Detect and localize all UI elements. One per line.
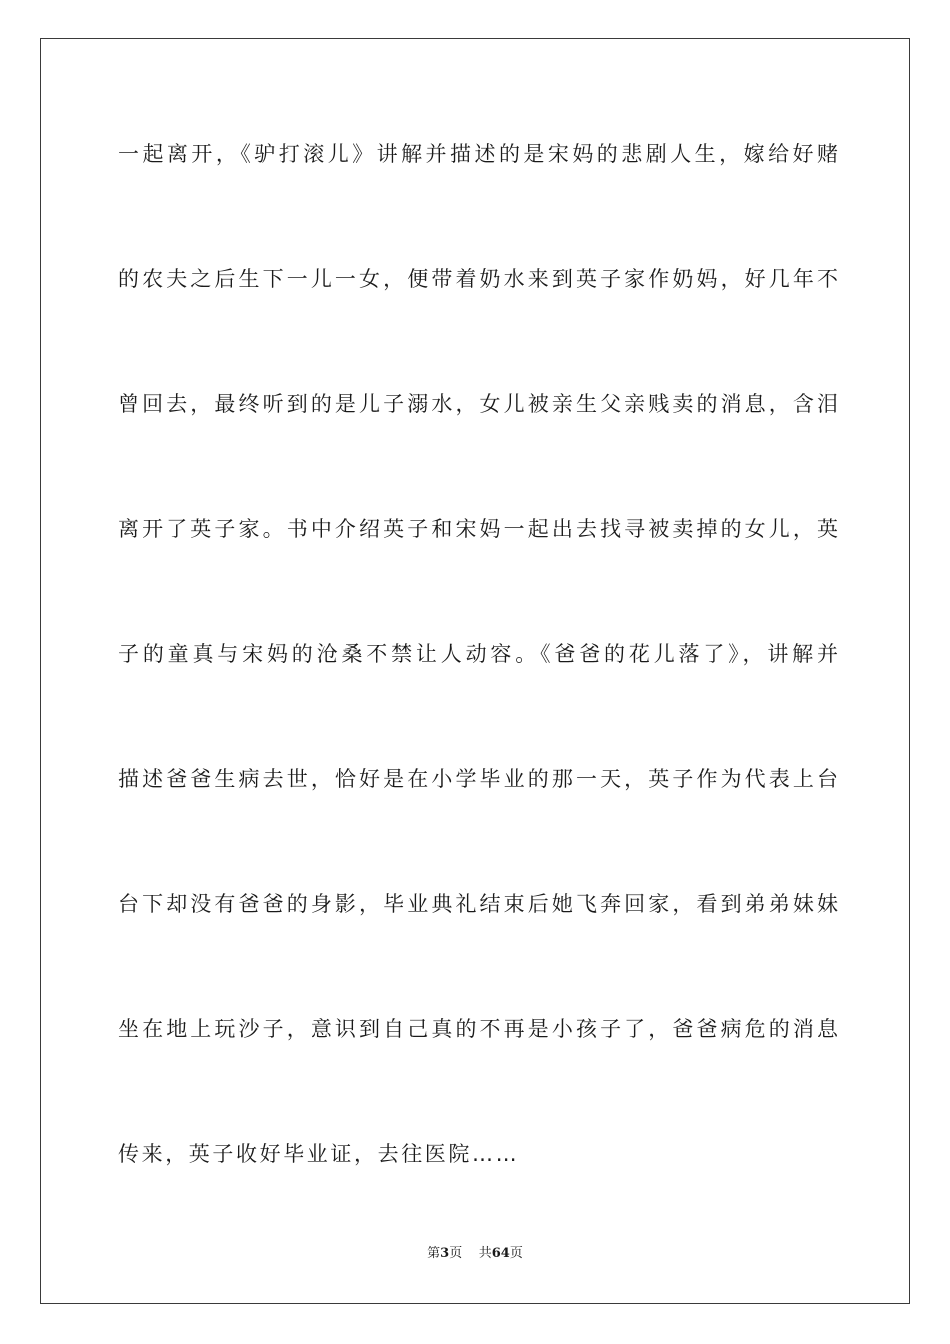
page-footer [41, 1246, 909, 1262]
body-line-7: 台下却没有爸爸的身影，毕业典礼结束后她飞奔回家，看到弟弟妹妹 [118, 892, 838, 916]
footer-page-number: 3 [440, 1246, 450, 1261]
body-line-2: 的农夫之后生下一儿一女，便带着奶水来到英子家作奶妈，好几年不 [118, 267, 838, 291]
body-line-5: 子的童真与宋妈的沧桑不禁让人动容。《爸爸的花儿落了》，讲解并 [118, 642, 838, 666]
body-line-6: 描述爸爸生病去世，恰好是在小学毕业的那一天，英子作为代表上台 [118, 767, 838, 791]
footer-page-prefix: 第 [427, 1246, 441, 1261]
footer-total-suffix: 页 [509, 1246, 523, 1261]
body-line-1: 一起离开，《驴打滚儿》讲解并描述的是宋妈的悲剧人生，嫁给好赌 [118, 142, 838, 166]
footer-total-pages: 64 [491, 1246, 510, 1261]
document-page [40, 38, 910, 1304]
body-line-9: 传来，英子收好毕业证，去往医院…… [118, 1142, 520, 1166]
body-line-8: 坐在地上玩沙子，意识到自己真的不再是小孩子了，爸爸病危的消息 [118, 1017, 838, 1041]
footer-total-prefix: 共 [478, 1246, 492, 1261]
footer-page-suffix: 页 [449, 1246, 463, 1261]
body-line-4: 离开了英子家。书中介绍英子和宋妈一起出去找寻被卖掉的女儿，英 [118, 517, 838, 541]
body-line-3: 曾回去，最终听到的是儿子溺水，女儿被亲生父亲贱卖的消息，含泪 [118, 392, 838, 416]
